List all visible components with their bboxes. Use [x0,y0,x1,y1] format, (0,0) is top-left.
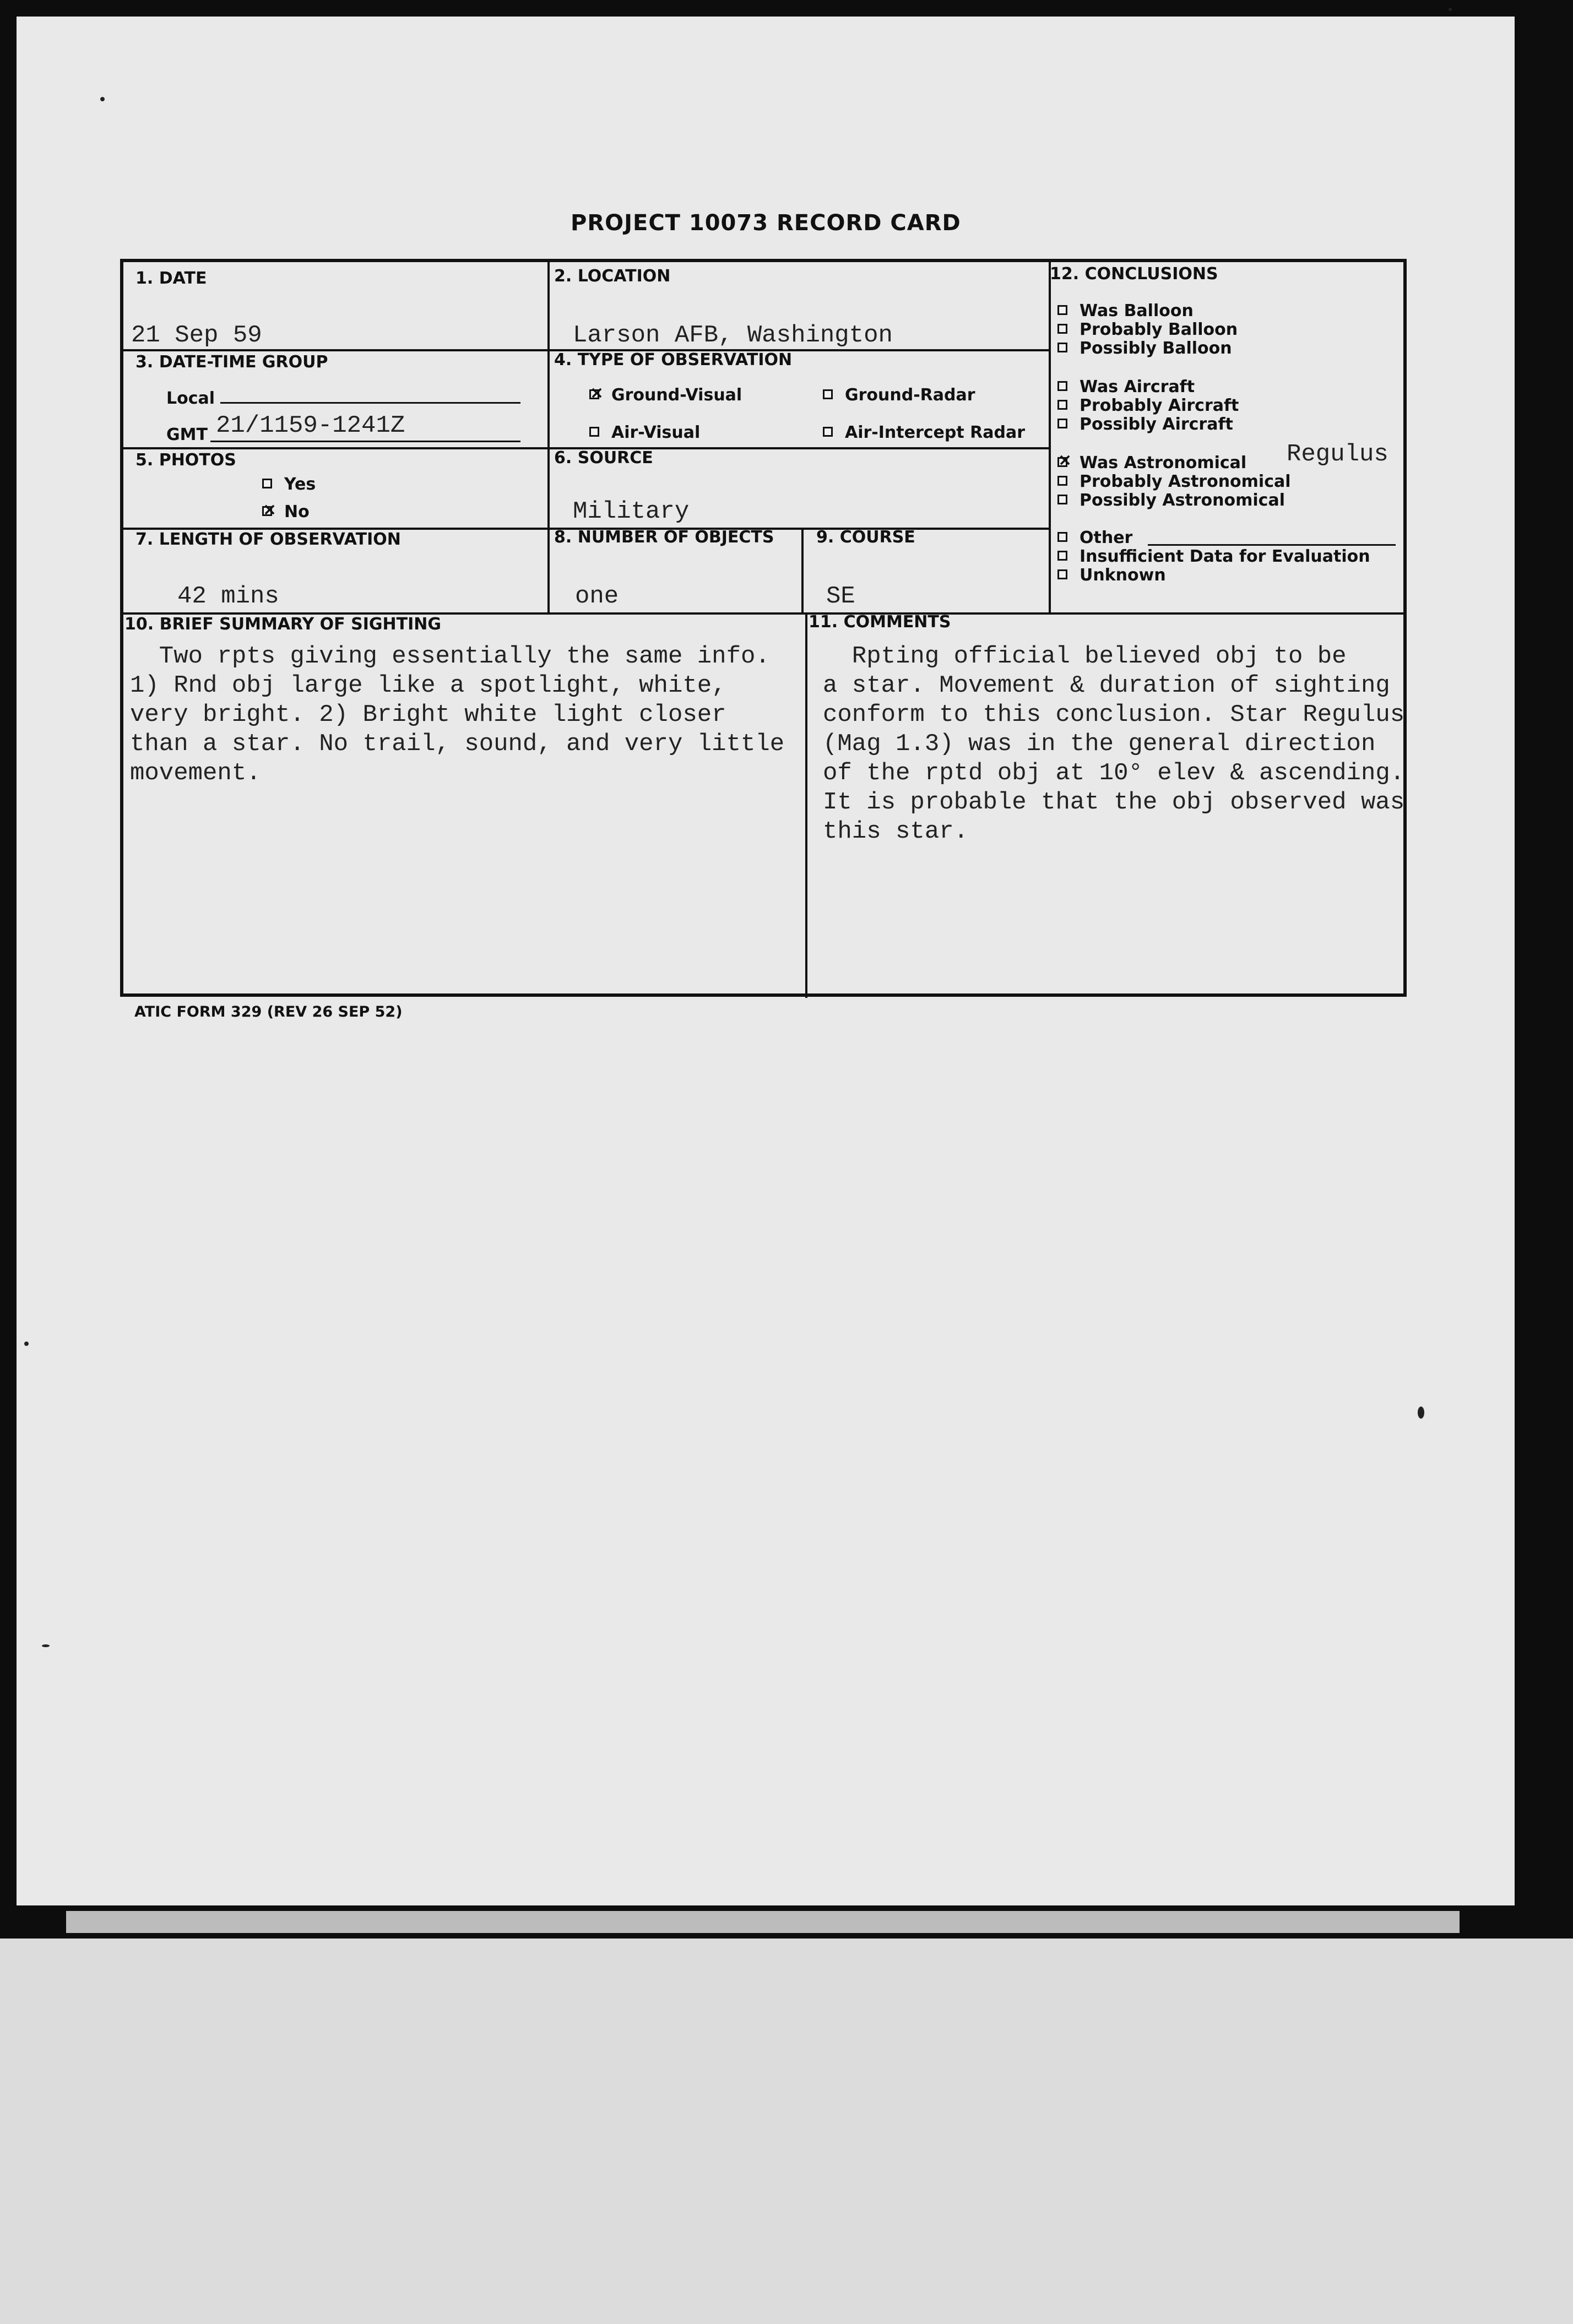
option-photos-no[interactable]: ×No [262,502,310,522]
summary-line: than a star. No trail, sound, and very little [130,730,785,758]
divider-col-4 [805,612,807,998]
checkbox-icon[interactable] [1057,532,1067,542]
option-ground-visual[interactable]: ×Ground-Visual [589,385,742,405]
brief-summary-text [130,642,784,788]
conclusion-possibly-balloon[interactable]: Possibly Balloon [1057,339,1238,358]
type-of-observation-label: 4. TYPE OF OBSERVATION [554,350,793,370]
date-label: 1. DATE [135,269,207,288]
scan-speck [24,1342,29,1346]
divider-col-2 [801,528,804,612]
option-ground-radar[interactable]: Ground-Radar [823,385,975,405]
scan-speck [42,1644,50,1647]
option-photos-yes[interactable]: Yes [262,475,316,494]
photos-label: 5. PHOTOS [135,450,236,470]
conclusion-other[interactable]: Other [1057,529,1370,547]
option-air-visual[interactable]: Air-Visual [589,423,700,442]
checkbox-icon[interactable] [1057,343,1067,352]
form-identifier: ATIC FORM 329 (REV 26 SEP 52) [134,1003,403,1020]
conclusion-probably-astronomical[interactable]: Probably Astronomical [1057,473,1291,491]
checkbox-icon[interactable] [1057,476,1067,486]
scan-speck [1449,8,1452,11]
number-of-objects-label: 8. NUMBER OF OBJECTS [554,528,774,547]
length-of-observation-label: 7. LENGTH OF OBSERVATION [135,530,401,549]
date-time-group-label: 3. DATE-TIME GROUP [135,352,328,372]
checkbox-icon[interactable] [262,479,272,488]
checkbox-icon[interactable] [823,427,833,437]
source-label: 6. SOURCE [554,448,653,468]
conclusion-unknown[interactable]: Unknown [1057,566,1370,585]
conclusion-probably-aircraft[interactable]: Probably Aircraft [1057,397,1239,415]
checkbox-checked-icon[interactable] [262,506,272,516]
backing-surface [0,1939,1573,2324]
card-title: PROJECT 10073 RECORD CARD [571,210,961,236]
source-value: Military [573,498,690,525]
comment-line: a star. Movement & duration of sighting [823,672,1390,699]
conclusion-group-aircraft [1057,378,1239,434]
course-label: 9. COURSE [816,528,915,547]
paper-shadow [66,1911,1460,1933]
checkbox-icon[interactable] [1057,495,1067,504]
brief-summary-label: 10. BRIEF SUMMARY OF SIGHTING [124,615,441,634]
conclusion-was-aircraft[interactable]: Was Aircraft [1057,378,1239,397]
checkbox-icon[interactable] [1057,419,1067,428]
conclusion-possibly-aircraft[interactable]: Possibly Aircraft [1057,415,1239,434]
checkbox-icon[interactable] [1057,400,1067,410]
date-value: 21 Sep 59 [131,322,262,349]
gmt-value: 21/1159-1241Z [216,412,405,439]
location-label: 2. LOCATION [554,267,671,286]
other-underline [1148,544,1396,546]
comments-label: 11. COMMENTS [809,612,951,632]
length-of-observation-value: 42 mins [177,583,279,610]
conclusion-insufficient-data[interactable]: Insufficient Data for Evaluation [1057,547,1370,566]
scan-speck [1418,1407,1424,1419]
checkbox-icon[interactable] [1057,324,1067,334]
conclusion-annotation: Regulus [1287,441,1388,468]
gmt-underline [210,441,520,442]
comment-line: (Mag 1.3) was in the general direction [823,730,1376,758]
conclusion-group-balloon [1057,302,1238,358]
divider-col-1 [547,262,550,612]
comment-line: conform to this conclusion. Star Regulus [823,701,1405,729]
checkbox-icon[interactable] [1057,569,1067,579]
conclusion-was-balloon[interactable]: Was Balloon [1057,302,1238,321]
conclusion-group-other [1057,529,1370,585]
comments-text [823,642,1404,846]
conclusion-group-astronomical [1057,454,1291,510]
summary-line: movement. [130,759,261,787]
course-value: SE [826,583,855,610]
comment-line: It is probable that the obj observed was [823,789,1405,816]
conclusion-possibly-astronomical[interactable]: Possibly Astronomical [1057,491,1291,510]
checkbox-checked-icon[interactable] [1057,457,1067,467]
number-of-objects-value: one [575,583,619,610]
gmt-label: GMT [166,425,208,444]
comment-line: this star. [823,818,969,845]
local-label: Local [166,389,215,408]
conclusion-probably-balloon[interactable]: Probably Balloon [1057,321,1238,339]
conclusions-label: 12. CONCLUSIONS [1050,264,1218,284]
scan-speck [100,97,105,101]
summary-line: Two rpts giving essentially the same info. [130,643,770,670]
checkbox-icon[interactable] [1057,381,1067,391]
comment-line: Rpting official believed obj to be [823,643,1347,670]
conclusion-was-astronomical[interactable]: ×Was Astronomical [1057,454,1291,473]
summary-line: very bright. 2) Bright white light closer [130,701,726,729]
local-underline [220,402,520,404]
option-air-intercept-radar[interactable]: Air-Intercept Radar [823,423,1025,442]
checkbox-icon[interactable] [1057,551,1067,561]
comment-line: of the rptd obj at 10° elev & ascending. [823,759,1405,787]
location-value: Larson AFB, Washington [573,322,893,349]
divider-col-3 [1049,262,1051,612]
checkbox-checked-icon[interactable] [589,389,599,399]
checkbox-icon[interactable] [1057,305,1067,315]
checkbox-icon[interactable] [589,427,599,437]
summary-line: 1) Rnd obj large like a spotlight, white, [130,672,726,699]
checkbox-icon[interactable] [823,389,833,399]
